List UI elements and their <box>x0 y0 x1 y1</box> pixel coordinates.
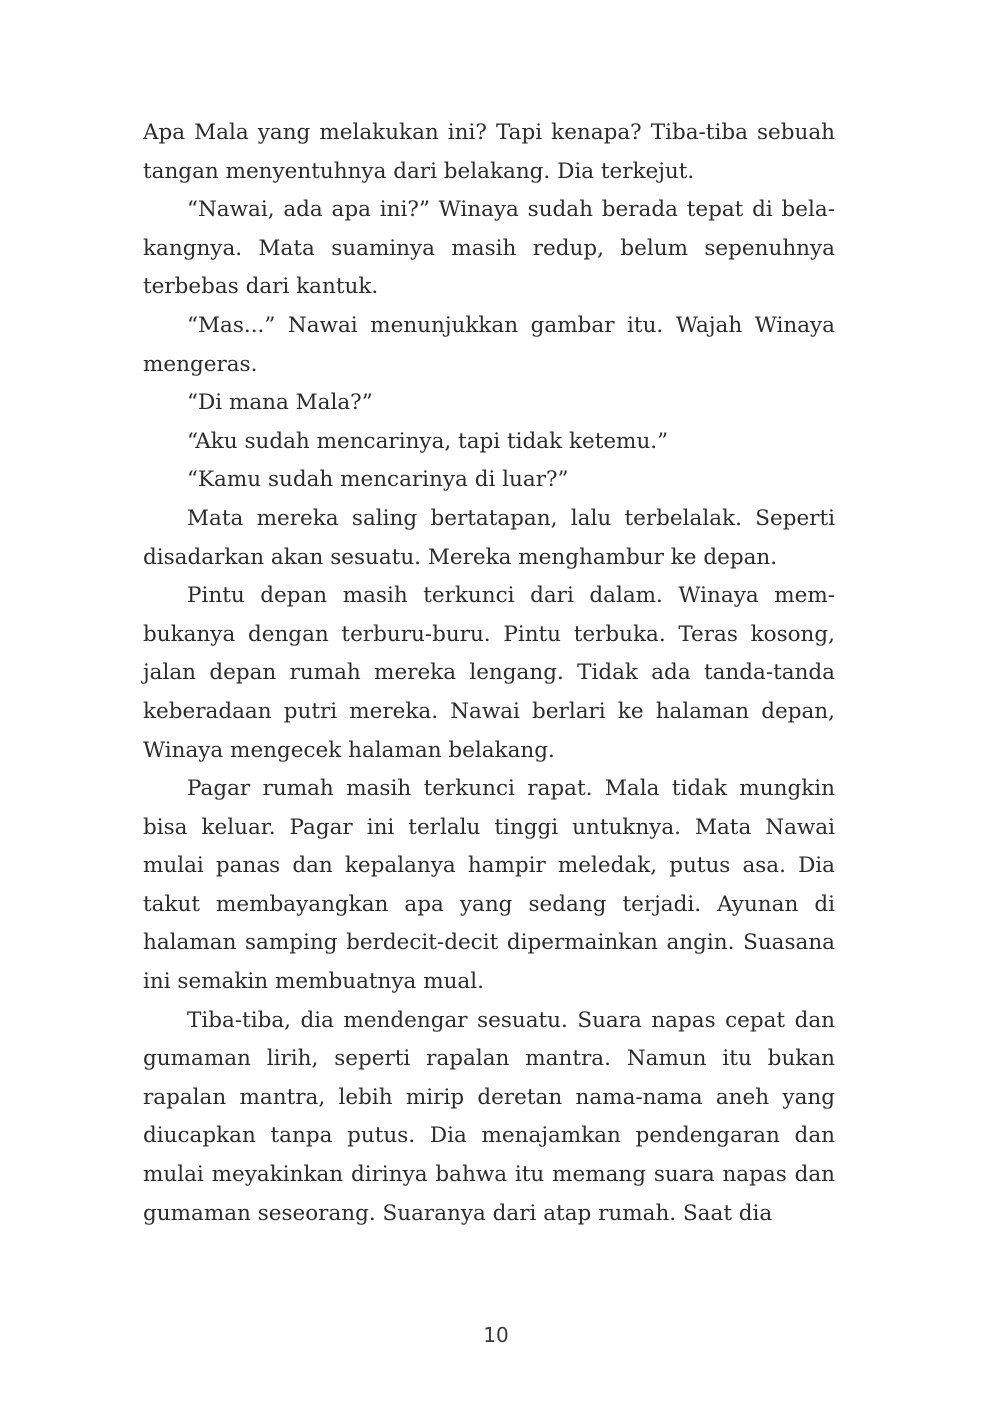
page-number: 10 <box>483 1323 509 1347</box>
body-text <box>143 114 835 1233</box>
paragraph: Pintu depan masih terkunci dari dalam. Winaya membukanya dengan terburu-buru. Pintu terbuka. Teras kosong, jalan depan rumah mereka lengang. Tidak ada tanda-tanda keberadaan putri mereka. Nawai berlari ke halaman depan, Winaya mengecek halaman belakang. <box>143 583 835 763</box>
paragraph: Mata mereka saling bertatapan, lalu terbelalak. Seperti disadarkan akan sesuatu. Mereka menghambur ke depan. <box>143 505 835 570</box>
paragraph: “Di mana Mala?” <box>187 390 373 416</box>
paragraph: “Mas...” Nawai menunjukkan gambar itu. Wajah Winaya mengeras. <box>143 312 835 377</box>
paragraph: “Nawai, ada apa ini?” Winaya sudah berada tepat di belakangnya. Mata suaminya masih redup, belum sepenuhnya terbebas dari kantuk. <box>143 197 835 300</box>
paragraph: “Aku sudah mencarinya, tapi tidak ketemu.” <box>187 428 669 454</box>
paragraph: “Kamu sudah mencarinya di luar?” <box>187 467 569 493</box>
paragraph: Apa Mala yang melakukan ini? Tapi kenapa? Tiba-tiba sebuah tangan menyentuhnya dari belakang. Dia terkejut. <box>143 120 835 184</box>
paragraph: Tiba-tiba, dia mendengar sesuatu. Suara napas cepat dan gumaman lirih, seperti rapalan mantra. Namun itu bukan rapalan mantra, lebih mirip deretan nama-nama aneh yang diucapkan tanpa putus. Dia menajamkan pendengaran dan mulai meyakinkan dirinya bahwa itu memang suara napas dan gumaman seseorang. Suaranya dari atap rumah. Saat dia <box>143 1007 835 1226</box>
paragraph: Pagar rumah masih terkunci rapat. Mala tidak mungkin bisa keluar. Pagar ini terlalu tinggi untuknya. Mata Nawai mulai panas dan kepalanya hampir meledak, putus asa. Dia takut membayangkan apa yang sedang terjadi. Ayunan di halaman samping berdecit-decit dipermainkan angin. Suasana ini semakin membuatnya mual. <box>143 776 835 995</box>
